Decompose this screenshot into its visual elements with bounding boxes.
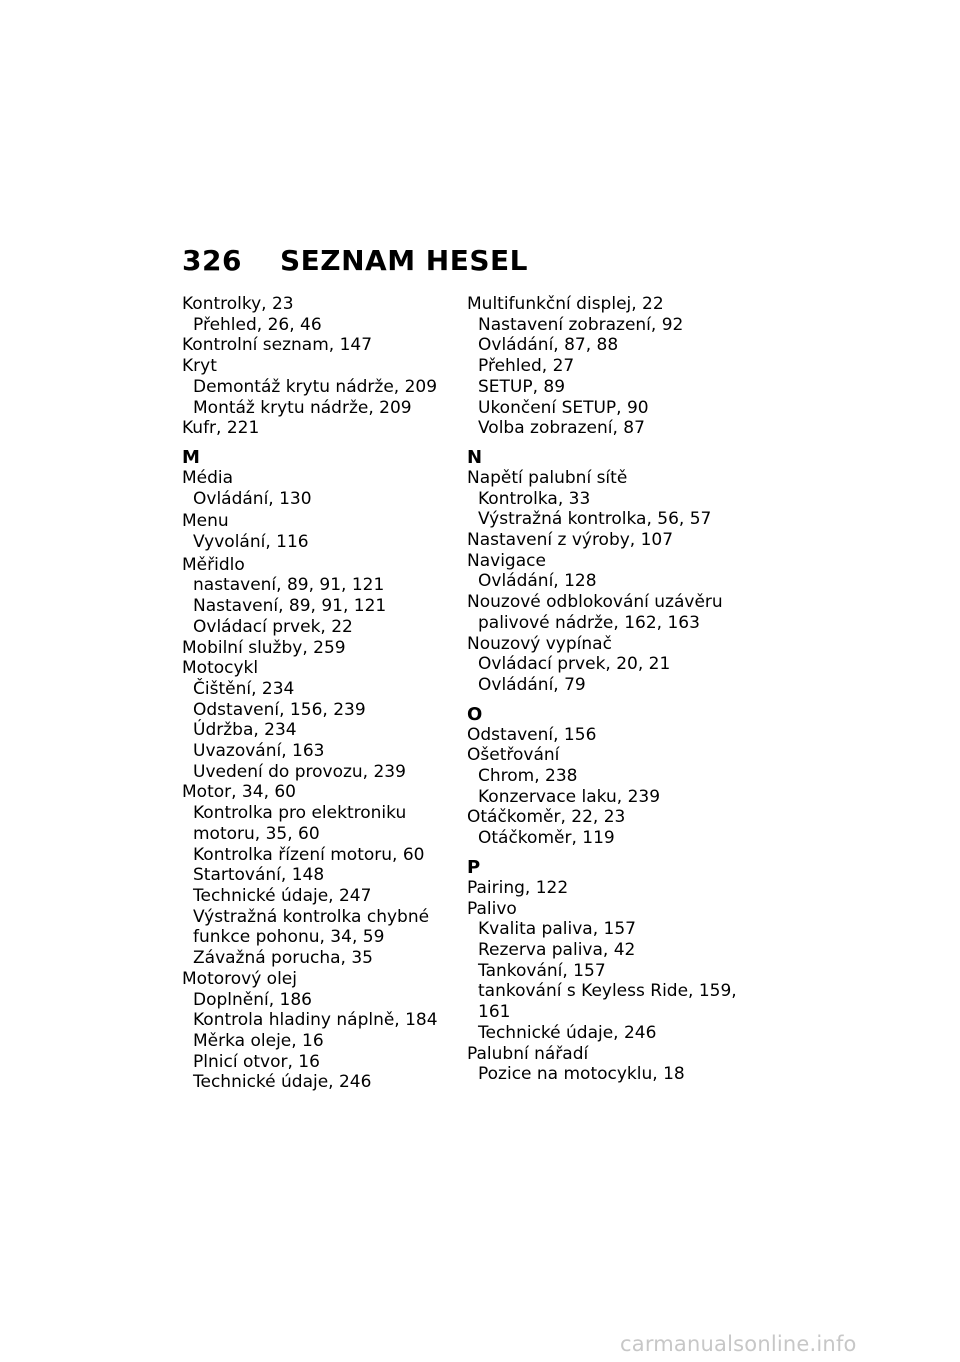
index-entry: Motorový olej: [182, 968, 297, 989]
index-entry: Média: [182, 467, 234, 488]
section-letter: O: [467, 703, 483, 725]
index-subentry: Kontrolka, 33: [478, 488, 591, 509]
index-subentry: Chrom, 238: [478, 766, 578, 787]
page-header: [182, 244, 528, 277]
index-entry: Odstavení, 156: [467, 724, 597, 745]
index-subentry: Závažná porucha, 35: [193, 948, 373, 969]
index-entry: Kontrolky, 23: [182, 294, 294, 314]
index-subentry: Měrka oleje, 16: [193, 1030, 324, 1051]
index-subentry: Odstavení, 156, 239: [193, 699, 366, 720]
index-entry: Motocykl: [182, 658, 259, 679]
index-subentry: Doplnění, 186: [193, 989, 312, 1010]
index-entry: Otáčkoměr, 22, 23: [467, 807, 626, 828]
index-entry: Multifunkční displej, 22: [467, 294, 664, 314]
index-subentry: Otáčkoměr, 119: [478, 828, 615, 849]
index-subentry: motoru, 35, 60: [193, 823, 320, 844]
index-subentry: Uvedení do provozu, 239: [193, 761, 406, 782]
index-column-left: [182, 294, 472, 1093]
index-entry: Navigace: [467, 550, 546, 571]
index-entry: Nouzové odblokování uzávěru: [467, 592, 723, 613]
index-subentry: Ovládání, 130: [193, 488, 312, 509]
index-subentry: Ukončení SETUP, 90: [478, 397, 649, 418]
index-entry: Nastavení z výroby, 107: [467, 530, 674, 551]
index-subentry: palivové nádrže, 162, 163: [478, 612, 700, 633]
index-subentry: Pozice na motocyklu, 18: [478, 1064, 685, 1085]
index-subentry: Ovládací prvek, 22: [193, 616, 353, 637]
index-entry: Pairing, 122: [467, 877, 569, 898]
section-letter: P: [467, 856, 481, 878]
index-subentry: Technické údaje, 246: [478, 1022, 657, 1043]
index-entry: Nouzový vypínač: [467, 633, 612, 654]
index-subentry: Kontrolka řízení motoru, 60: [193, 844, 425, 865]
index-subentry: Ovládání, 79: [478, 674, 586, 695]
index-subentry: Přehled, 27: [478, 356, 575, 377]
index-subentry: Volba zobrazení, 87: [478, 418, 645, 439]
index-subentry: Uvazování, 163: [193, 741, 325, 762]
index-subentry: Technické údaje, 247: [193, 885, 372, 906]
index-subentry: Kvalita paliva, 157: [478, 919, 636, 940]
index-subentry: funkce pohonu, 34, 59: [193, 927, 385, 948]
index-subentry: Kontrolka pro elektroniku: [193, 803, 407, 824]
index-subentry: Čištění, 234: [193, 678, 295, 699]
index-subentry: nastavení, 89, 91, 121: [193, 575, 385, 596]
index-subentry: Montáž krytu nádrže, 209: [193, 397, 412, 418]
index-entry: Kufr, 221: [182, 418, 260, 439]
section-letter: N: [467, 446, 483, 468]
watermark-text: carmanualsonline.info: [620, 1332, 857, 1356]
index-subentry: Rezerva paliva, 42: [478, 939, 636, 960]
index-subentry: Konzervace laku, 239: [478, 786, 661, 807]
index-column-right: [467, 294, 757, 1085]
index-entry: Mobilní služby, 259: [182, 637, 346, 658]
index-subentry: tankování s Keyless Ride, 159,: [478, 981, 737, 1002]
index-subentry: Údržba, 234: [193, 720, 297, 741]
section-letter: M: [182, 446, 200, 468]
index-subentry: Nastavení zobrazení, 92: [478, 314, 684, 335]
index-subentry: Nastavení, 89, 91, 121: [193, 596, 387, 617]
page-title: SEZNAM HESEL: [280, 244, 529, 277]
page-number: 326: [182, 244, 242, 277]
index-entry: Palivo: [467, 898, 517, 919]
index-subentry: Přehled, 26, 46: [193, 314, 322, 335]
index-subentry: Výstražná kontrolka chybné: [193, 906, 430, 927]
index-entry: Menu: [182, 511, 229, 532]
index-entry: Napětí palubní sítě: [467, 467, 628, 488]
index-subentry: Výstražná kontrolka, 56, 57: [478, 509, 712, 530]
index-subentry: Kontrola hladiny náplně, 184: [193, 1010, 438, 1031]
index-entry: Palubní nářadí: [467, 1043, 589, 1064]
index-entry: Motor, 34, 60: [182, 782, 297, 803]
index-entry: Měřidlo: [182, 554, 245, 575]
index-subentry: Tankování, 157: [478, 960, 606, 981]
index-subentry: Plnicí otvor, 16: [193, 1051, 320, 1072]
index-subentry: SETUP, 89: [478, 376, 566, 397]
index-entry: Ošetřování: [467, 745, 560, 766]
index-subentry: Technické údaje, 246: [193, 1072, 372, 1093]
index-subentry: 161: [478, 1002, 511, 1023]
index-subentry: Demontáž krytu nádrže, 209: [193, 376, 438, 397]
index-subentry: Startování, 148: [193, 865, 325, 886]
index-subentry: Ovládací prvek, 20, 21: [478, 654, 671, 675]
index-entry: Kontrolní seznam, 147: [182, 335, 373, 356]
index-subentry: Ovládání, 87, 88: [478, 335, 619, 356]
index-subentry: Ovládání, 128: [478, 571, 597, 592]
index-entry: Kryt: [182, 356, 217, 377]
index-subentry: Vyvolání, 116: [193, 532, 309, 553]
